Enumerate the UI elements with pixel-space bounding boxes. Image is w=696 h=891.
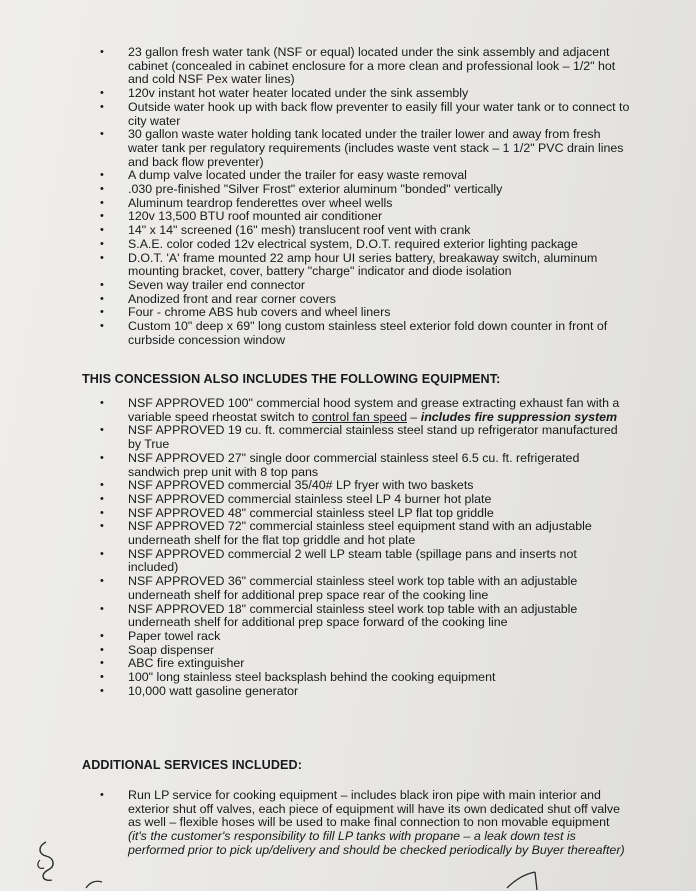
bullet-icon: • [100, 547, 104, 560]
list-item [100, 685, 630, 699]
list-item [100, 507, 630, 521]
list-item-text: S.A.E. color coded 12v electrical system, D.O.T. required exterior lighting package [128, 236, 578, 251]
list-item-text: .030 pre-finished "Silver Frost" exterior aluminum "bonded" vertically [128, 182, 503, 197]
list-item-text: Seven way trailer end connector [128, 277, 306, 292]
list-item [100, 479, 630, 493]
bullet-icon: • [100, 602, 104, 615]
bullet-icon: • [100, 575, 104, 588]
bullet-icon: • [100, 87, 104, 100]
lp-service-note: (it's the customer's responsibility to fill LP tanks with propane – a leak down test is performed prior to pick up/delivery and should be checked periodically by Buyer thereafter) [128, 829, 625, 857]
bullet-icon: • [100, 306, 104, 319]
list-item-text: 10,000 watt gasoline generator [128, 683, 299, 698]
list-item [100, 101, 630, 128]
hood-text: NSF APPROVED 100" commercial hood system and grease extracting exhaust fan with a variable speed rheostat switch to [128, 396, 620, 424]
list-item-text: NSF APPROVED commercial stainless steel LP 4 burner hot plate [128, 491, 492, 506]
lp-service-text: Run LP service for cooking equipment – includes black iron pipe with main interior and exterior shut off valves, each piece of equipment will have its own dedicated shut off valve as well – flexible hoses will be used to make final connection to non movable equipment [128, 788, 621, 830]
list-item-text: NSF APPROVED 19 cu. ft. commercial stainless steel stand up refrigerator manufactured by True [128, 423, 618, 452]
bullet-icon: • [100, 320, 104, 333]
list-item-text: 120v instant hot water heater located under the sink assembly [128, 86, 469, 101]
bullet-icon: • [100, 224, 104, 237]
list-item [100, 279, 630, 293]
list-item-text: Aluminum teardrop fenderettes over wheel wells [128, 195, 393, 210]
list-item-text: Outside water hook up with back flow preventer to easily fill your water tank or to connect to city water [128, 99, 630, 128]
list-item [100, 183, 630, 197]
handwritten-mark [84, 876, 104, 891]
list-item [100, 252, 630, 279]
list-item-text: NSF APPROVED commercial 35/40# LP fryer with two baskets [128, 478, 474, 493]
list-item [100, 197, 630, 211]
list-item-text: 100" long stainless steel backsplash behind the cooking equipment [128, 670, 496, 685]
services-list [100, 789, 630, 858]
list-item [100, 306, 630, 320]
handwritten-mark [32, 838, 76, 891]
list-item [100, 210, 630, 224]
hood-underlined-text: control fan speed [311, 409, 407, 424]
list-item [100, 320, 630, 347]
list-item-text: 23 gallon fresh water tank (NSF or equal) located under the sink assembly and adjacent cabinet (concealed in cabinet enclosure for a more clean and professional look – 1/2" hot and cold NSF Pex water lines) [128, 45, 616, 87]
list-item [100, 224, 630, 238]
equipment-list [100, 397, 630, 698]
list-item-text: NSF APPROVED 36" commercial stainless steel work top table with an adjustable underneath shelf for additional prep space rear of the cooking line [128, 574, 578, 602]
list-item-text: 30 gallon waste water holding tank located under the trailer lower and away from fresh water tank per regulatory requirements (includes waste vent stack – 1 1/2" PVC drain lines and back flow preventer) [128, 127, 624, 169]
bullet-icon: • [100, 169, 104, 182]
list-item [100, 630, 630, 644]
list-item [100, 424, 630, 451]
list-item [100, 644, 630, 658]
bullet-icon: • [100, 292, 104, 305]
list-item [100, 169, 630, 183]
bullet-icon: • [100, 789, 104, 801]
list-item-text: D.O.T. 'A' frame mounted 22 amp hour UI series battery, breakaway switch, aluminum mounting bracket, cover, battery "charge" indicator and diode isolation [128, 250, 598, 279]
bullet-icon: • [100, 196, 104, 209]
handwritten-mark [505, 866, 545, 891]
bullet-icon: • [100, 46, 104, 58]
list-item [100, 238, 630, 252]
list-item-text: Anodized front and rear corner covers [128, 291, 336, 306]
list-item-text: 14" x 14" screened (16" mesh) translucent roof vent with crank [128, 223, 471, 238]
bullet-icon: • [100, 397, 104, 409]
list-item [100, 575, 630, 602]
list-item-text: 120v 13,500 BTU roof mounted air conditioner [128, 209, 383, 224]
bullet-icon: • [100, 684, 104, 697]
list-item-text: Soap dispenser [128, 642, 215, 657]
bullet-icon: • [100, 128, 104, 141]
bullet-icon: • [100, 671, 104, 684]
bullet-icon: • [100, 520, 104, 533]
bullet-icon: • [100, 251, 104, 264]
list-item [100, 46, 630, 87]
list-item-text: NSF APPROVED commercial 2 well LP steam table (spillage pans and inserts not included) [128, 546, 577, 575]
list-item-text: NSF APPROVED 18" commercial stainless steel work top table with an adjustable underneath shelf for additional prep space forward of the cooking line [128, 601, 578, 630]
list-item-text: NSF APPROVED 48" commercial stainless steel LP flat top griddle [128, 505, 494, 520]
equipment-heading: THIS CONCESSION ALSO INCLUDES THE FOLLOWING EQUIPMENT: [82, 372, 501, 386]
list-item-text: Custom 10" deep x 69" long custom stainless steel exterior fold down counter in front of curbside concession window [128, 319, 608, 347]
list-item [100, 657, 630, 671]
bullet-icon: • [100, 100, 104, 113]
list-item [100, 789, 630, 858]
list-item-text: ABC fire extinguisher [128, 656, 245, 671]
list-item [100, 548, 630, 575]
bullet-icon: • [100, 629, 104, 642]
list-item [100, 87, 630, 101]
list-item [100, 603, 630, 630]
bullet-icon: • [100, 506, 104, 519]
list-item [100, 293, 630, 307]
bullet-icon: • [100, 643, 104, 656]
list-item-text: A dump valve located under the trailer for easy waste removal [128, 168, 467, 183]
list-item [100, 671, 630, 685]
hood-dash: – [406, 409, 421, 424]
bullet-icon: • [100, 451, 104, 464]
list-item-text: Paper towel rack [128, 628, 221, 643]
list-item [100, 520, 630, 547]
list-item [100, 128, 630, 169]
features-list [100, 46, 630, 347]
list-item-text: Four - chrome ABS hub covers and wheel liners [128, 305, 391, 320]
list-item-text: NSF APPROVED 27" single door commercial stainless steel 6.5 cu. ft. refrigerated sandwich prep unit with 8 top pans [128, 450, 580, 479]
bullet-icon: • [100, 424, 104, 437]
list-item [100, 452, 630, 479]
list-item-text: NSF APPROVED 72" commercial stainless steel equipment stand with an adjustable underneath shelf for the flat top griddle and hot plate [128, 519, 592, 548]
bullet-icon: • [100, 479, 104, 492]
bullet-icon: • [100, 210, 104, 223]
hood-fire-suppression-note: includes fire suppression system [420, 409, 618, 424]
bullet-icon: • [100, 278, 104, 291]
bullet-icon: • [100, 492, 104, 505]
bullet-icon: • [100, 657, 104, 670]
bullet-icon: • [100, 183, 104, 196]
services-heading: ADDITIONAL SERVICES INCLUDED: [82, 758, 303, 772]
list-item [100, 397, 630, 424]
list-item [100, 493, 630, 507]
bullet-icon: • [100, 237, 104, 250]
